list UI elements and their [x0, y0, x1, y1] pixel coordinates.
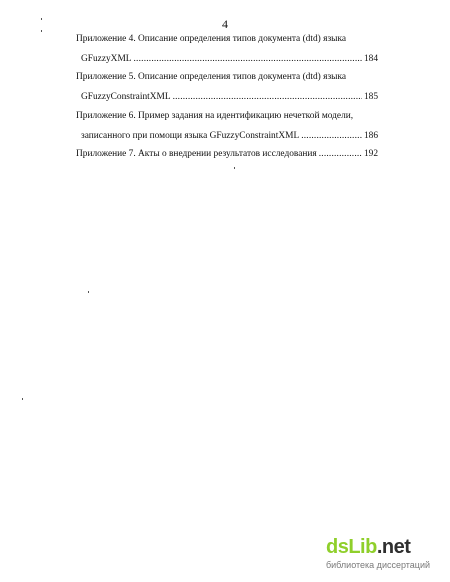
dot-leader — [301, 132, 362, 141]
watermark-subtitle: библиотека диссертаций — [326, 560, 431, 570]
toc-entry-title: Приложение 4. Описание определения типов документа (dtd) языка — [76, 34, 347, 44]
scan-speck — [234, 167, 235, 169]
toc-entry-title: Приложение 7. Акты о внедрении результатов исследования — [76, 149, 317, 160]
table-of-contents — [76, 35, 378, 169]
dot-leader — [319, 150, 362, 159]
watermark-logo-tld: .net — [376, 536, 411, 558]
toc-entry-appendix-5 — [76, 73, 378, 102]
dslib-watermark — [326, 536, 436, 572]
dot-leader — [134, 55, 362, 64]
toc-entry-title: Приложение 6. Пример задания на идентификацию нечеткой модели, — [76, 110, 354, 121]
toc-entry-appendix-4 — [76, 35, 378, 64]
toc-page-number: 184 — [363, 54, 378, 64]
toc-page-number: 186 — [363, 130, 378, 141]
scan-speck — [22, 398, 23, 400]
toc-entry-continuation: GFuzzyXML — [81, 54, 132, 64]
toc-entry-title: Приложение 5. Описание определения типов документа (dtd) языка — [76, 72, 347, 83]
scan-speck — [41, 30, 42, 32]
scan-speck — [41, 18, 42, 20]
toc-entry-continuation-row — [76, 132, 378, 141]
watermark-logo-main: dsLib — [326, 536, 377, 558]
toc-page-number: 192 — [363, 149, 378, 160]
watermark-logo — [326, 536, 410, 559]
toc-entry-row — [76, 150, 378, 159]
toc-entry-appendix-6 — [76, 112, 378, 141]
dot-leader — [173, 93, 362, 102]
toc-entry-continuation-row — [76, 55, 378, 64]
toc-entry-appendix-7 — [76, 150, 378, 159]
page-number: 4 — [222, 17, 228, 31]
toc-entry-continuation: GFuzzyConstraintXML — [81, 92, 171, 103]
scan-speck — [88, 291, 89, 293]
toc-entry-continuation-row — [76, 93, 378, 102]
toc-page-number: 185 — [363, 92, 378, 103]
toc-entry-continuation: записанного при помощи языка GFuzzyConstraintXML — [81, 130, 300, 141]
